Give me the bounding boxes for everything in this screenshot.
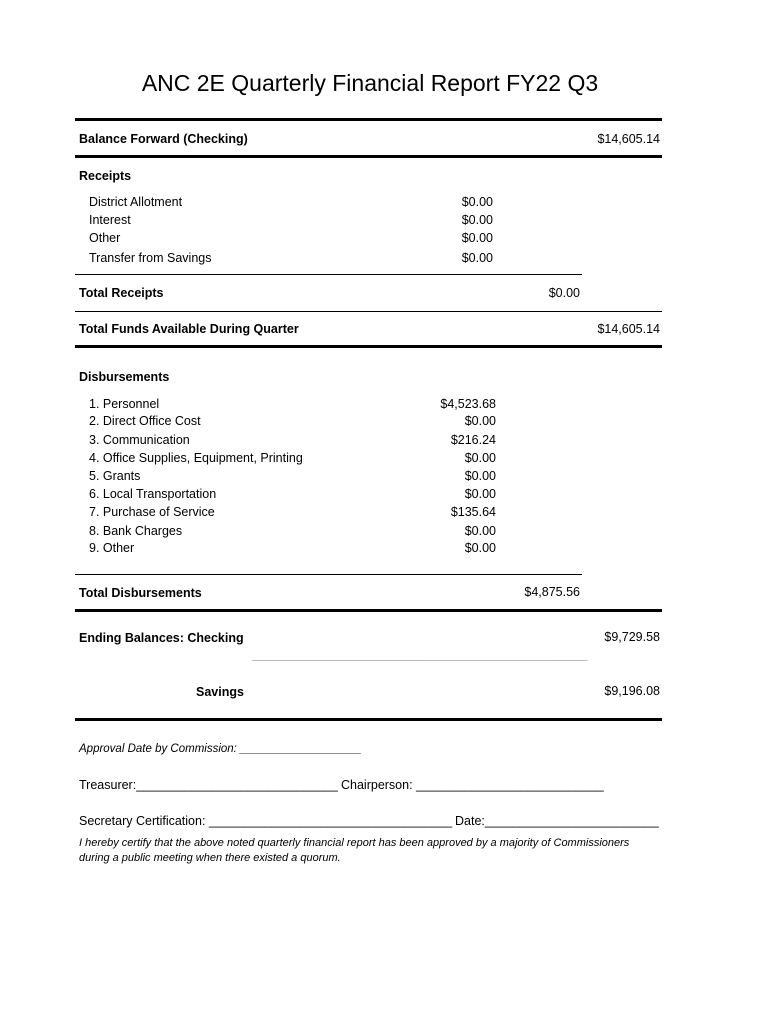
disbursement-label: 2. Direct Office Cost [89, 414, 201, 428]
disbursement-amount: $0.00 [464, 524, 496, 538]
disbursement-label: 3. Communication [89, 433, 190, 447]
disbursement-amount: $0.00 [464, 487, 496, 501]
ending-savings-label: Savings [196, 685, 244, 699]
balance-forward-amount: $14,605.14 [597, 132, 660, 146]
certification-text: during a public meeting when there existed a quorum. [79, 852, 341, 864]
disbursements-heading: Disbursements [79, 370, 170, 384]
receipt-amount: $0.00 [461, 213, 493, 227]
ending-checking-label: Ending Balances: Checking [79, 631, 244, 645]
total-funds-amount: $14,605.14 [597, 322, 660, 336]
page-title: ANC 2E Quarterly Financial Report FY22 Q3 [141, 70, 599, 96]
secretary-certification-line: Secretary Certification: ___________________________________ [79, 814, 453, 828]
divider [75, 718, 662, 721]
receipt-amount: $0.00 [461, 231, 493, 245]
separator-dashes: ___________________________________________________________________ [252, 651, 588, 661]
total-receipts-label: Total Receipts [79, 286, 164, 300]
divider [75, 345, 662, 348]
divider [75, 274, 582, 275]
receipt-label: Transfer from Savings [89, 251, 212, 265]
receipt-amount: $0.00 [461, 195, 493, 209]
disbursement-label: 4. Office Supplies, Equipment, Printing [89, 451, 303, 465]
total-disbursements-amount: $4,875.56 [524, 585, 580, 599]
treasurer-signature-line: Treasurer:_____________________________ [79, 778, 338, 792]
divider [75, 311, 662, 312]
chairperson-signature-line: Chairperson: ___________________________ [341, 778, 604, 792]
total-receipts-amount: $0.00 [548, 286, 580, 300]
ending-checking-amount: $9,729.58 [604, 630, 660, 644]
disbursement-amount: $0.00 [464, 469, 496, 483]
disbursement-amount: $0.00 [464, 541, 496, 555]
disbursement-amount: $4,523.68 [440, 397, 496, 411]
divider [75, 118, 662, 121]
disbursement-amount: $0.00 [464, 414, 496, 428]
disbursement-label: 6. Local Transportation [89, 487, 217, 501]
receipt-label: Interest [89, 213, 131, 227]
receipt-amount: $0.00 [461, 251, 493, 265]
approval-date-line: Approval Date by Commission: ___________________ [79, 743, 362, 755]
receipt-label: Other [89, 231, 121, 245]
disbursement-label: 9. Other [89, 541, 135, 555]
total-funds-label: Total Funds Available During Quarter [79, 322, 299, 336]
total-disbursements-label: Total Disbursements [79, 586, 202, 600]
balance-forward-label: Balance Forward (Checking) [79, 132, 248, 146]
disbursement-amount: $135.64 [450, 505, 496, 519]
receipts-heading: Receipts [79, 169, 132, 183]
divider [75, 609, 662, 612]
divider [75, 574, 582, 575]
disbursement-label: 8. Bank Charges [89, 524, 183, 538]
disbursement-label: 7. Purchase of Service [89, 505, 215, 519]
disbursement-label: 5. Grants [89, 469, 141, 483]
date-line: Date:_________________________ [455, 814, 659, 828]
ending-savings-amount: $9,196.08 [604, 684, 660, 698]
divider [75, 155, 662, 158]
disbursement-amount: $0.00 [464, 451, 496, 465]
receipt-label: District Allotment [89, 195, 183, 209]
certification-text: I hereby certify that the above noted quarterly financial report has been approved by a majority of Commissioners [79, 837, 630, 849]
disbursement-label: 1. Personnel [89, 397, 160, 411]
disbursement-amount: $216.24 [450, 433, 496, 447]
